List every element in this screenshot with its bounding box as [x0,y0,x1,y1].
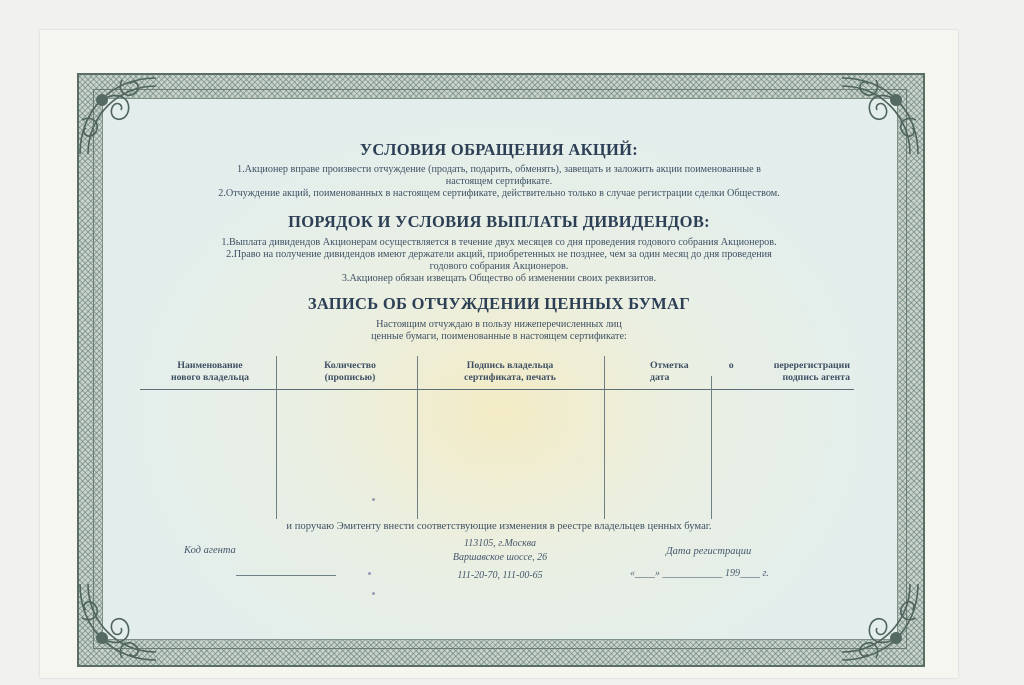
section-title-dividends: ПОРЯДОК И УСЛОВИЯ ВЫПЛАТЫ ДИВИДЕНДОВ: [288,212,710,231]
column-header-line: Количество [324,360,376,371]
column-header-line: Отметка [650,360,689,371]
table-header-rule [140,389,854,390]
share-condition-1-cont: настоящем сертификате. [445,176,553,187]
column-header-line: нового владельца [170,372,250,383]
column-header-line: Подпись владельца [466,360,554,371]
column-header-line: (прописью) [324,372,376,383]
table-column-divider [604,356,605,519]
section-title-transfer-record: ЗАПИСЬ ОБ ОТЧУЖДЕНИИ ЦЕННЫХ БУМАГ [307,294,691,313]
stamp-mark [372,498,375,501]
column-header-new-owner [150,360,270,384]
ornament-corner-icon [72,576,164,668]
table-column-divider [711,376,712,519]
transfer-instruction: и поручаю Эмитенту внести соответствующие изменения в реестре владельцев ценных бумаг. [286,521,712,532]
dividend-rule-1: 1.Выплата дивидендов Акционерам осуществляется в течение двух месяцев со дня проведения годового собрания Акционеров. [221,237,777,248]
dividend-rule-2: 2.Право на получение дивидендов имеют держатели акций, приобретенных не позднее, чем за один месяц до дня проведения [226,249,772,260]
phone-numbers: 111-20-70, 111-00-65 [457,570,543,581]
column-header-line: перерегистрации [773,360,850,371]
column-header-line: подпись агента [782,372,850,383]
column-header-reregistration [650,360,850,384]
share-condition-1: 1.Акционер вправе произвести отчуждение (продать, подарить, обменять), завещать и заложить акции поименованные в [237,164,761,175]
stamp-mark [368,572,371,575]
dividend-rule-2-cont: годового собрания Акционеров. [429,261,569,272]
dividend-rule-3: 3.Акционер обязан извещать Общество об изменении своих реквизитов. [341,273,657,284]
column-header-quantity [290,360,410,384]
address-line: 113105, г.Москва [463,538,537,549]
section-title-share-conditions: УСЛОВИЯ ОБРАЩЕНИЯ АКЦИЙ: [359,140,639,159]
registration-date-line: «____» ____________ 199____ г. [630,568,769,579]
column-header-line: сертификата, печать [464,372,556,383]
agent-code-label: Код агента [184,545,236,556]
address-line: Варшавское шоссе, 26 [452,552,548,563]
agent-code-line [236,575,336,576]
share-condition-2: 2.Отчуждение акций, поименованных в настоящем сертификате, действительно только в случае регистрации сделки Обществом. [218,188,780,199]
registration-date-label: Дата регистрации [666,546,752,557]
column-header-line: дата [650,372,670,383]
stamp-mark [372,592,375,595]
transfer-intro-cont: ценные бумаги, поименованные в настоящем сертификате: [371,331,627,342]
column-header-owner-signature [430,360,590,384]
table-column-divider [276,356,277,519]
ornament-corner-icon [834,576,926,668]
table-column-divider [417,356,418,519]
transfer-intro: Настоящим отчуждаю в пользу нижеперечисленных лиц [376,319,622,330]
column-header-line: Наименование [177,360,243,371]
column-header-line: о [728,360,734,371]
